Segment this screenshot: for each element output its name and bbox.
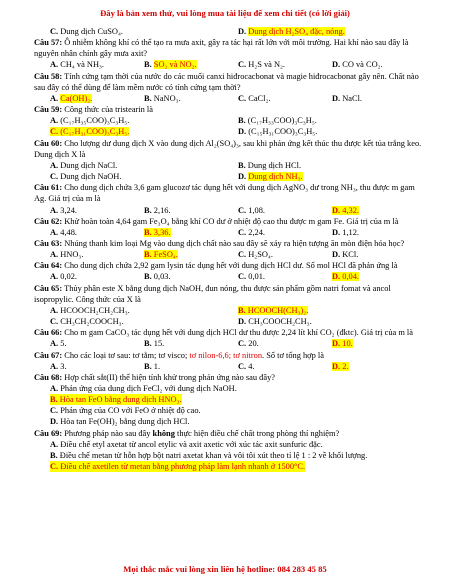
option-c: C. (C₁₇H₃₁COO)₃C₃H₅.: [50, 127, 130, 137]
option-b: B. 1.: [144, 361, 161, 371]
option-d: D. 1,12.: [332, 227, 359, 237]
question-67-options: [34, 361, 426, 372]
option-b: B. (C₁₇H₃₃COO)₃C₃H₅.: [238, 116, 317, 126]
question-62-options: [34, 227, 426, 238]
option-d: D. 0,04.: [332, 272, 359, 282]
option-a: A. HCOOCH₂CH₂CH₃.: [50, 305, 130, 315]
option-d: D. Dung dịch NH₃.: [238, 172, 303, 182]
option-c: C. Dung dịch CuSO₄.: [50, 27, 123, 36]
question-65-options-cd: [34, 316, 426, 327]
question-62: Câu 62: Khử hoàn toàn 4,64 gam Fe₃O₄ bằng khí CO dư ở nhiệt độ cao thu được m gam Fe. Giá trị của m là: [34, 216, 399, 226]
question-59-options-ab: [34, 115, 426, 126]
option-c: C. H₂SO₄.: [238, 250, 273, 260]
option-d: D. (C₁₅H₃₁COO)₃C₃H₅.: [238, 127, 318, 137]
q56-options-tail: [34, 26, 426, 37]
option-c: C. 20.: [238, 339, 259, 349]
question-64: Câu 64: Cho dung dịch chứa 2,92 gam lysin tác dụng hết với dung dịch HCl dư. Số mol HCl đã phản ứng là: [34, 261, 398, 271]
option-b: B. 0,03.: [144, 272, 171, 282]
question-69-option-b: B. Điều chế metan từ hỗn hợp bột natri axetat khan và vôi tôi xút theo tỉ lệ 1 : 2 về khối lượng.: [50, 450, 368, 460]
option-a: A. 3.: [50, 361, 67, 371]
option-a: A. Ca(OH)₂.: [50, 93, 93, 103]
questions-content: [34, 26, 426, 472]
question-58: Câu 58: Tính cứng tạm thời của nước do các muối canxi hiđrocacbonat và magie hiđrocacbonat gây nên. Chất nào sau đây có thể dùng để làm mềm nước có tính cứng tạm thời?: [34, 71, 419, 92]
option-d: D. CH₃COOCH₂CH₃.: [238, 317, 312, 327]
option-a: A. 3,24.: [50, 205, 77, 215]
option-c: C. CH₃CH₂COOCH₃.: [50, 317, 124, 327]
question-67: Câu 67: Cho các loại tơ sau: tơ tằm; tơ visco; tơ nilon-6,6; tơ nitron. Số tơ tổng hợp là: [34, 350, 324, 360]
question-69-option-a: A. Điều chế etyl axetat từ ancol etylic và axit axetic với xúc tác axit sunfuric đặc.: [50, 439, 323, 449]
option-b: B. 15.: [144, 339, 165, 349]
option-a: A. Dung dịch NaCl.: [50, 160, 118, 170]
hotline-footer: Mọi thắc mắc vui lòng xin liên hệ hotline: 084 283 45 85: [123, 564, 327, 574]
question-63: Câu 63: Nhúng thanh kim loại Mg vào dung dịch chất nào sau đây sẽ xảy ra hiện tượng ăn mòn điện hóa học?: [34, 238, 405, 248]
question-68-option-d: D. Hòa tan Fe(OH)₂ bằng dung dịch HCl.: [50, 417, 190, 427]
option-c: C. 1,08.: [238, 205, 265, 215]
preview-notice-banner: Đây là bản xem thử, vui lòng mua tài liệu để xem chi tiết (có lời giải): [100, 8, 350, 18]
option-b: B. HCOOCH(CH₃)₂.: [238, 305, 309, 315]
option-d: D. 4,32.: [332, 205, 359, 215]
question-61: Câu 61: Cho dung dịch chứa 3,6 gam glucozơ tác dụng hết với dung dịch AgNO₃ dư trong NH₃, thu được m gam Ag. Giá trị của m là: [34, 183, 415, 204]
option-a: A. 5.: [50, 339, 67, 349]
question-57: Câu 57: Ô nhiễm không khí có thể tạo ra mưa axit, gây ra tác hại rất lớn với môi trường. Hai khí nào sau đây là nguyên nhân chính gây mưa axit?: [34, 38, 409, 59]
option-b: B. FeSO₄.: [144, 250, 178, 260]
option-c: C. H₂S và N₂.: [238, 60, 286, 70]
question-65-options-ab: [34, 305, 426, 316]
option-d: D. Dung dịch H₂SO₄ đặc, nóng.: [238, 27, 345, 36]
option-d: D. CO và CO₂.: [332, 60, 383, 70]
question-66: Câu 66: Cho m gam CaCO₃ tác dụng hết với dung dịch HCl dư thu được 2,24 lít khí CO₂ (đktc). Giá trị của m là: [34, 328, 413, 338]
question-64-options: [34, 271, 426, 282]
option-a: A. (C₁₇H₃₅COO)₃C₃H₅.: [50, 116, 130, 126]
question-68-option-b: B. Hòa tan FeO bằng dung dịch HNO₃.: [50, 395, 182, 405]
option-c: C. CaCl₂.: [238, 93, 271, 103]
option-b: B. Dung dịch HCl.: [238, 160, 302, 170]
option-b: B. 2,16.: [144, 205, 171, 215]
option-b: B. SO₂ và NO₂.: [144, 60, 197, 70]
option-c: C. 4.: [238, 361, 255, 371]
option-c: C. Dung dịch NaOH.: [50, 172, 122, 182]
question-66-options: [34, 338, 426, 349]
option-d: D. KCl.: [332, 250, 359, 260]
question-68: Câu 68: Hợp chất sắt(II) thể hiện tính khử trong phản ứng nào sau đây?: [34, 372, 275, 382]
option-a: A. 0,02.: [50, 272, 77, 282]
option-b: B. 3,36.: [144, 227, 171, 237]
question-68-option-a: A. Phản ứng của dung dịch FeCl₂ với dung dịch NaOH.: [50, 384, 237, 393]
option-d: D. 10.: [332, 339, 353, 349]
question-63-options: [34, 249, 426, 260]
question-60-options-ab: [34, 160, 426, 171]
option-d: D. 2.: [332, 361, 349, 371]
question-69-option-c: C. Điều chế axetilen từ metan bằng phương pháp làm lạnh nhanh ở 1500°C.: [50, 462, 306, 472]
question-68-option-c: C. Phản ứng của CO với FeO ở nhiệt độ cao.: [50, 406, 201, 416]
question-58-options: [34, 93, 426, 104]
question-57-options: [34, 59, 426, 70]
option-c: C. 2,24.: [238, 227, 265, 237]
option-d: D. NaCl.: [332, 93, 363, 103]
question-59-options-cd: [34, 126, 426, 137]
question-59: Câu 59: Công thức của tristearin là: [34, 105, 153, 115]
option-c: C. 0,01.: [238, 272, 265, 282]
question-61-options: [34, 205, 426, 216]
question-60-options-cd: [34, 171, 426, 182]
option-a: A. CH₄ và NH₃.: [50, 60, 105, 70]
option-a: A. 4,48.: [50, 227, 77, 237]
question-65: Câu 65: Thủy phân este X bằng dung dịch NaOH, đun nóng, thu được sản phẩm gồm natri fomat và ancol isopropylic. Công thức của X là: [34, 283, 391, 304]
question-60: Câu 60: Cho lượng dư dung dịch X vào dung dịch Al₂(SO₄)₃, sau khi phản ứng kết thúc thu được kết tủa trắng keo. Dung dịch X là: [34, 138, 422, 159]
question-69: Câu 69: Phương pháp nào sau đây không thực hiện điều chế chất trong phòng thí nghiệm?: [34, 428, 340, 438]
option-a: A. HNO₃.: [50, 250, 84, 260]
option-b: B. NaNO₃.: [144, 93, 181, 103]
